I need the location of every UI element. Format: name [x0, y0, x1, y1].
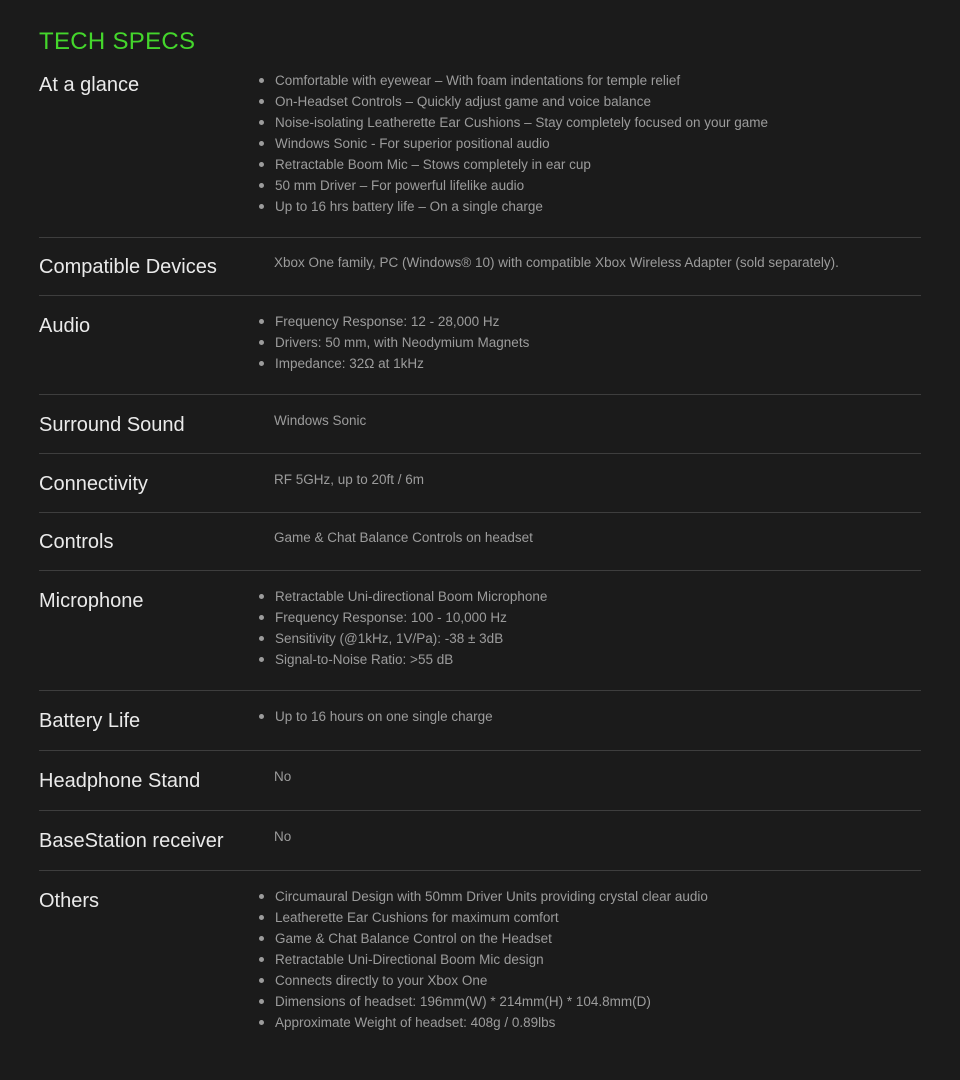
spec-value — [244, 766, 921, 794]
spec-list-item: Dimensions of headset: 196mm(W) * 214mm(H) * 104.8mm(D) — [259, 991, 921, 1012]
spec-list-item: Approximate Weight of headset: 408g / 0.89lbs — [259, 1012, 921, 1033]
spec-list-item: Drivers: 50 mm, with Neodymium Magnets — [259, 332, 921, 353]
spec-list-item: Circumaural Design with 50mm Driver Units providing crystal clear audio — [259, 886, 921, 907]
spec-row — [39, 395, 921, 454]
spec-list-item: Noise-isolating Leatherette Ear Cushions – Stay completely focused on your game — [259, 112, 921, 133]
spec-list-item: On-Headset Controls – Quickly adjust game and voice balance — [259, 91, 921, 112]
spec-list-item: Up to 16 hours on one single charge — [259, 706, 921, 727]
spec-value — [244, 469, 921, 497]
spec-value — [244, 252, 921, 280]
spec-label: At a glance — [39, 74, 140, 96]
spec-text: No — [274, 829, 292, 844]
spec-label: Microphone — [39, 590, 144, 612]
spec-label: Connectivity — [39, 473, 148, 495]
spec-text: Game & Chat Balance Controls on headset — [274, 530, 533, 545]
spec-value — [244, 586, 921, 670]
spec-text: No — [274, 769, 292, 784]
spec-list-item: Leatherette Ear Cushions for maximum comfort — [259, 907, 921, 928]
spec-list — [259, 706, 921, 727]
spec-label: Controls — [39, 531, 114, 553]
spec-row — [39, 70, 921, 238]
spec-label: Audio — [39, 315, 91, 337]
spec-list-item: 50 mm Driver – For powerful lifelike audio — [259, 175, 921, 196]
spec-value — [244, 706, 921, 734]
spec-list — [259, 886, 921, 1033]
spec-list — [259, 70, 921, 217]
spec-list — [259, 586, 921, 670]
spec-label: Headphone Stand — [39, 770, 201, 792]
spec-row — [39, 691, 921, 751]
spec-value — [244, 886, 921, 1033]
spec-list-item: Retractable Uni-directional Boom Microphone — [259, 586, 921, 607]
spec-row — [39, 811, 921, 871]
spec-list-item: Connects directly to your Xbox One — [259, 970, 921, 991]
spec-value — [244, 826, 921, 854]
page-title: TECH SPECS — [39, 28, 196, 55]
spec-list-item: Retractable Boom Mic – Stows completely in ear cup — [259, 154, 921, 175]
spec-row — [39, 296, 921, 395]
spec-label: Others — [39, 890, 100, 912]
spec-list-item: Signal-to-Noise Ratio: >55 dB — [259, 649, 921, 670]
spec-value — [244, 527, 921, 555]
spec-text: RF 5GHz, up to 20ft / 6m — [274, 472, 425, 487]
spec-value — [244, 70, 921, 217]
spec-list-item: Comfortable with eyewear – With foam indentations for temple relief — [259, 70, 921, 91]
spec-row — [39, 751, 921, 811]
spec-text: Windows Sonic — [274, 413, 367, 428]
spec-label: Battery Life — [39, 710, 141, 732]
spec-value — [244, 410, 921, 438]
spec-list-item: Retractable Uni-Directional Boom Mic design — [259, 949, 921, 970]
spec-list-item: Windows Sonic - For superior positional audio — [259, 133, 921, 154]
specs-table — [39, 70, 921, 1033]
spec-value — [244, 311, 921, 374]
spec-list-item: Frequency Response: 100 - 10,000 Hz — [259, 607, 921, 628]
spec-text: Xbox One family, PC (Windows® 10) with compatible Xbox Wireless Adapter (sold separately). — [274, 255, 839, 270]
spec-list-item: Impedance: 32Ω at 1kHz — [259, 353, 921, 374]
spec-list-item: Game & Chat Balance Control on the Headset — [259, 928, 921, 949]
spec-row — [39, 571, 921, 691]
spec-row — [39, 871, 921, 1033]
spec-label: Compatible Devices — [39, 256, 217, 278]
spec-row — [39, 238, 921, 296]
spec-row — [39, 513, 921, 571]
spec-list-item: Frequency Response: 12 - 28,000 Hz — [259, 311, 921, 332]
spec-row — [39, 454, 921, 513]
spec-list-item: Sensitivity (@1kHz, 1V/Pa): -38 ± 3dB — [259, 628, 921, 649]
spec-list — [259, 311, 921, 374]
spec-label: BaseStation receiver — [39, 830, 224, 852]
spec-list-item: Up to 16 hrs battery life – On a single charge — [259, 196, 921, 217]
spec-label: Surround Sound — [39, 414, 185, 436]
